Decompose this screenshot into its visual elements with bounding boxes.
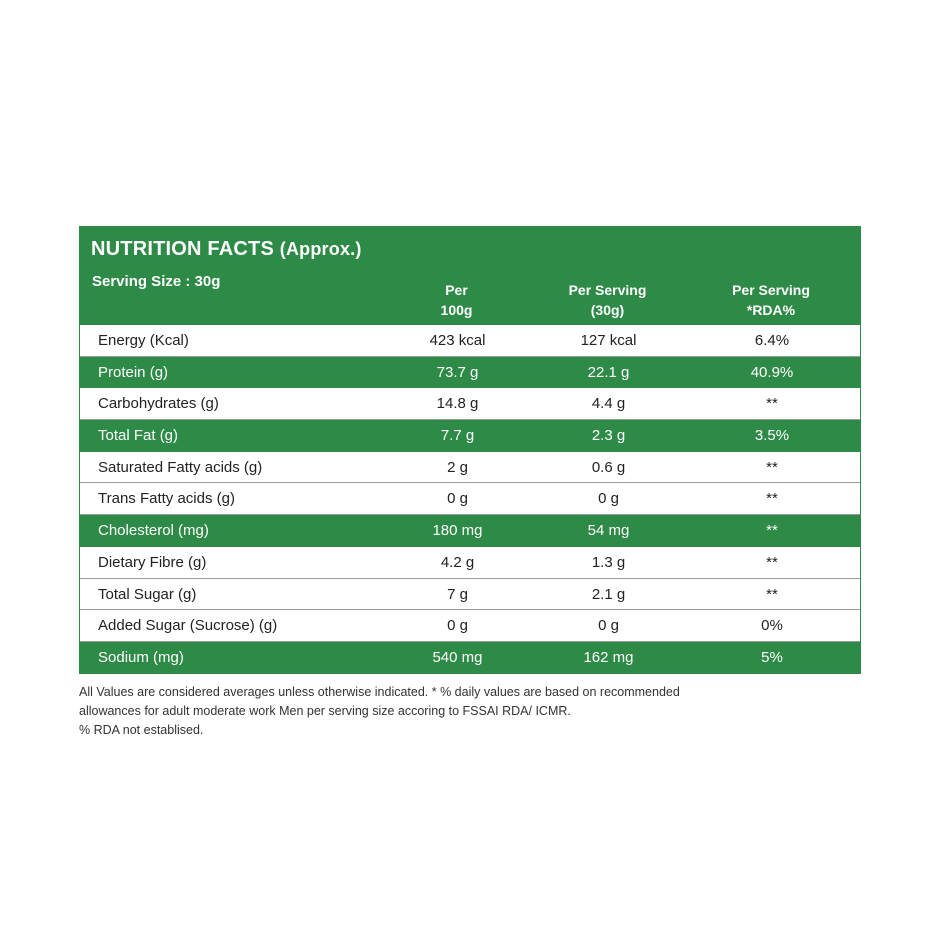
footnote-line: % RDA not establised. xyxy=(79,723,204,737)
row-label: Energy (Kcal) xyxy=(98,332,189,349)
row-label: Trans Fatty acids (g) xyxy=(98,490,235,508)
col-header-line: Per xyxy=(445,282,468,298)
table-header xyxy=(79,226,861,325)
table-row xyxy=(80,325,860,357)
row-per100: 0 g xyxy=(447,490,468,508)
table-row xyxy=(80,515,860,547)
col-header-per-100g xyxy=(389,280,524,320)
row-serving: 2.1 g xyxy=(591,585,626,603)
table-row xyxy=(80,357,860,389)
table-row xyxy=(80,483,860,515)
row-rda: 3.5% xyxy=(754,427,790,445)
row-rda: ** xyxy=(766,553,778,571)
table-row xyxy=(80,388,860,420)
footnote xyxy=(79,683,839,740)
row-per100: 423 kcal xyxy=(429,332,486,349)
table-row xyxy=(80,420,860,452)
row-serving: 0.6 g xyxy=(591,458,626,476)
col-header-line: 100g xyxy=(440,302,473,318)
row-serving: 0 g xyxy=(598,617,619,635)
row-label: Saturated Fatty acids (g) xyxy=(98,458,263,476)
row-per100: 540 mg xyxy=(432,648,483,666)
table-title xyxy=(91,238,362,261)
row-rda: ** xyxy=(766,458,778,476)
title-text: NUTRITION FACTS xyxy=(91,238,274,260)
row-per100: 2 g xyxy=(447,458,468,476)
row-label: Carbohydrates (g) xyxy=(98,395,219,413)
row-label: Dietary Fibre (g) xyxy=(98,553,207,571)
table-row xyxy=(80,610,860,642)
col-header-line: Per Serving xyxy=(568,282,647,298)
row-label: Added Sugar (Sucrose) (g) xyxy=(98,617,278,635)
row-per100: 14.8 g xyxy=(436,395,479,413)
row-rda: ** xyxy=(766,395,778,413)
row-rda: 40.9% xyxy=(750,363,794,381)
table-body xyxy=(79,325,861,674)
table-row xyxy=(80,547,860,579)
row-serving: 162 mg xyxy=(583,648,634,666)
row-per100: 73.7 g xyxy=(436,363,479,381)
table-row xyxy=(80,579,860,611)
row-label: Sodium (mg) xyxy=(98,648,184,666)
row-rda: ** xyxy=(766,522,778,540)
row-rda: ** xyxy=(766,585,778,603)
row-per100: 0 g xyxy=(447,617,468,635)
nutrition-facts-panel xyxy=(79,226,861,674)
row-per100: 4.2 g xyxy=(440,553,475,571)
row-rda: 0% xyxy=(761,617,783,635)
table-row xyxy=(80,452,860,484)
row-label: Cholesterol (mg) xyxy=(98,522,209,540)
row-serving: 1.3 g xyxy=(591,553,626,571)
row-label: Protein (g) xyxy=(98,363,169,381)
row-rda: 6.4% xyxy=(754,332,790,349)
row-label: Total Fat (g) xyxy=(98,427,179,445)
row-serving: 54 mg xyxy=(587,522,630,540)
row-label: Total Sugar (g) xyxy=(98,585,197,603)
col-header-line: *RDA% xyxy=(746,302,796,318)
row-serving: 4.4 g xyxy=(591,395,626,413)
col-header-rda xyxy=(706,280,836,320)
row-serving: 0 g xyxy=(598,490,619,508)
row-per100: 180 mg xyxy=(432,522,483,540)
col-header-line: Per Serving xyxy=(732,282,810,298)
row-per100: 7 g xyxy=(447,585,468,603)
row-per100: 7.7 g xyxy=(440,427,475,445)
table-row xyxy=(80,642,860,674)
serving-size: Serving Size : 30g xyxy=(92,273,221,290)
row-rda: ** xyxy=(766,490,778,508)
row-serving: 22.1 g xyxy=(587,363,630,381)
title-suffix: (Approx.) xyxy=(279,239,362,259)
col-header-per-serving xyxy=(545,280,670,320)
row-serving: 127 kcal xyxy=(580,332,637,349)
row-rda: 5% xyxy=(761,648,783,666)
footnote-line: allowances for adult moderate work Men per serving size accoring to FSSAI RDA/ ICMR. xyxy=(79,704,571,718)
col-header-line: (30g) xyxy=(590,302,625,318)
row-serving: 2.3 g xyxy=(591,427,626,445)
footnote-line: All Values are considered averages unless otherwise indicated. * % daily values are based on recommended xyxy=(79,685,680,699)
